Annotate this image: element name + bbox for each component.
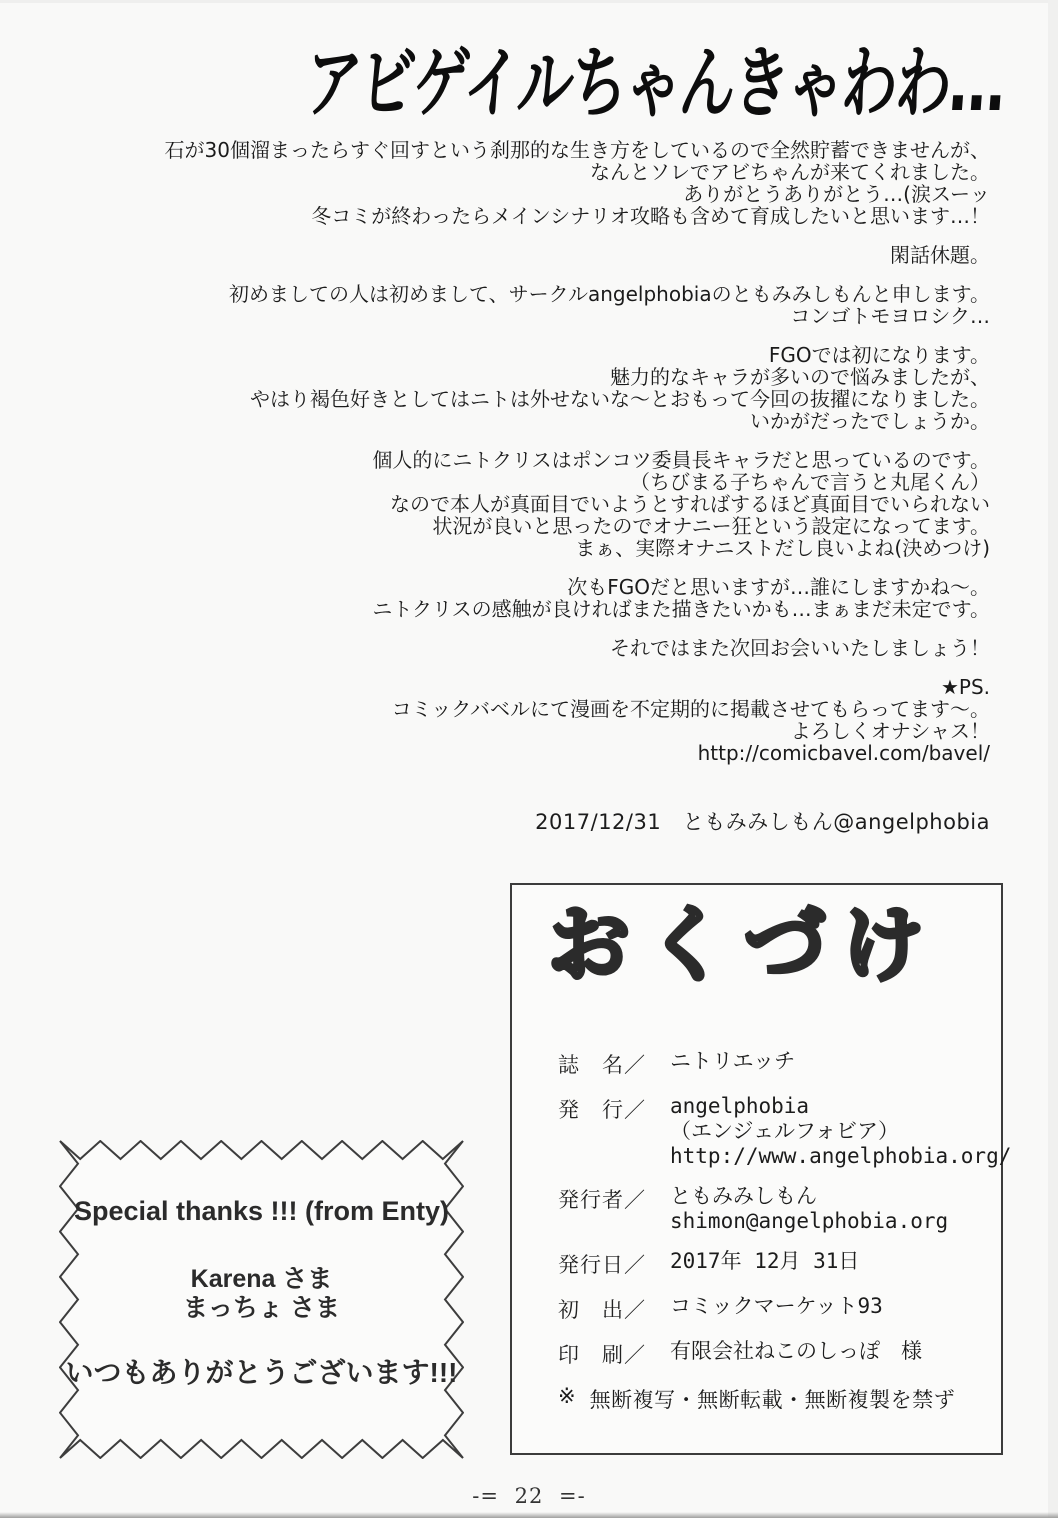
- colophon-row-value: 2017年 12月 31日: [670, 1249, 860, 1274]
- page-top-edge: [0, 0, 1058, 3]
- colophon-row-label: 印 刷／: [558, 1343, 646, 1368]
- afterword-line: まぁ、実際オナニストだし良いよね(決めつけ): [575, 536, 990, 560]
- colophon-row-value: shimon@angelphobia.org: [670, 1209, 949, 1234]
- colophon-title: おくづけ: [548, 898, 941, 993]
- afterword-line: 閑話休題。: [890, 243, 990, 267]
- supporter-names: [59, 1265, 464, 1323]
- afterword-line: http://comicbavel.com/bavel/: [697, 741, 990, 765]
- colophon-note-marker: ※: [558, 1384, 576, 1409]
- afterword-line: なんとソレでアビちゃんが来てくれました。: [590, 160, 990, 184]
- colophon-row-values: [670, 1049, 795, 1079]
- afterword-line: コンゴトモヨロシク…: [790, 304, 990, 328]
- colophon-row: [558, 1339, 1001, 1369]
- colophon-row-values: [670, 1249, 859, 1279]
- colophon-row-value: angelphobia: [670, 1094, 810, 1119]
- afterword-line: コミックバベルにて漫画を不定期的に掲載させてもらってます～。: [391, 697, 990, 721]
- afterword-line: ありがとうありがとう…(涙スーッ: [683, 182, 990, 206]
- afterword-line: それではまた次回お会いいたしましょう！: [610, 636, 990, 660]
- afterword-line: いかがだったでしょうか。: [750, 409, 990, 433]
- colophon-row-value: （エンジェルフォビア）: [670, 1119, 900, 1144]
- afterword-paragraph: [165, 676, 990, 764]
- colophon-note: [558, 1384, 1001, 1414]
- colophon-row-value: ニトリエッチ: [670, 1049, 796, 1074]
- afterword-paragraph: [165, 283, 990, 327]
- colophon-row-label: 発行者／: [558, 1188, 646, 1213]
- afterword-line: やはり褐色好きとしてはニトは外せないな～とおもって今回の抜擢になりました。: [250, 387, 990, 411]
- colophon-row: [558, 1049, 1001, 1079]
- afterword-line: 次もFGOだと思いますが…誰にしますかね～。: [567, 575, 990, 599]
- supporter-name: まっちょ さま: [183, 1294, 340, 1322]
- afterword-paragraph: [165, 139, 990, 227]
- supporter-name: Karena さま: [190, 1265, 333, 1293]
- afterword-paragraph: [165, 344, 990, 432]
- afterword-line: 石が30個溜まったらすぐ回すという刹那的な生き方をしているので全然貯蓄できませんが、: [164, 138, 990, 162]
- colophon-row: [558, 1094, 1012, 1169]
- page-number: -= 22 =-: [472, 1484, 586, 1508]
- afterword-line: 冬コミが終わったらメインシナリオ攻略も含めて育成したいと思います…！: [311, 204, 990, 228]
- afterword-line: ニトクリスの感触が良ければまた描きたいかも…まぁまだ未定です。: [372, 597, 990, 621]
- afterword-line: 状況が良いと思ったのでオナニー狂という設定になってます。: [432, 514, 990, 538]
- afterword-line: 個人的にニトクリスはポンコツ委員長キャラだと思っているのです。: [372, 448, 990, 472]
- page-bottom-edge: [0, 1512, 1058, 1518]
- colophon-row-value: ともみみしもん: [670, 1184, 817, 1209]
- colophon-row-label: 発 行／: [558, 1098, 646, 1123]
- colophon-row-label: 初 出／: [558, 1298, 646, 1323]
- colophon-row-value: 有限会社ねこのしっぽ 様: [670, 1339, 922, 1364]
- colophon-row-values: [670, 1294, 883, 1324]
- special-thanks-heading: Special thanks !!! (from Enty): [73, 1196, 450, 1226]
- colophon-row: [558, 1184, 1001, 1234]
- special-thanks-footer: いつもありがとうございます!!!: [65, 1357, 458, 1388]
- afterword-text: [165, 139, 990, 781]
- colophon-box: [510, 883, 1012, 1455]
- afterword-line: 魅力的なキャラが多いので悩みましたが、: [610, 365, 990, 389]
- colophon-note-text: 無断複写・無断転載・無断複製を禁ず: [589, 1388, 956, 1413]
- colophon-row-label: 誌 名／: [558, 1053, 646, 1078]
- afterword-paragraph: [165, 244, 990, 266]
- special-thanks-content: [59, 1140, 464, 1459]
- colophon-rows: [558, 1049, 1012, 1369]
- page-right-edge: [1048, 0, 1058, 1518]
- signature-date-line: 2017/12/31 ともみみしもん@angelphobia: [535, 810, 990, 834]
- colophon-row-label: 発行日／: [558, 1253, 646, 1278]
- colophon-row-values: [670, 1339, 922, 1369]
- afterword-paragraph: [165, 576, 990, 620]
- afterword-line: FGOでは初になります。: [768, 343, 990, 367]
- colophon-row-values: [670, 1094, 1011, 1169]
- colophon-row-value: http://www.angelphobia.org/: [670, 1144, 1012, 1169]
- afterword-line: よろしくオナシャス！: [790, 719, 990, 743]
- afterword-line: ★PS.: [940, 675, 990, 699]
- page-title: アビゲイルちゃんきゃわわ…: [302, 39, 1008, 129]
- special-thanks-box: [59, 1140, 464, 1459]
- colophon-row: [558, 1294, 1001, 1324]
- afterword-paragraph: [165, 637, 990, 659]
- afterword-paragraph: [165, 449, 990, 559]
- afterword-line: なので本人が真面目でいようとすればするほど真面目でいられない: [390, 492, 990, 516]
- afterword-line: 初めましての人は初めまして、サークルangelphobiaのともみみしもんと申します。: [228, 282, 990, 306]
- afterword-line: （ちびまる子ちゃんで言うと丸尾くん）: [630, 470, 990, 494]
- colophon-row: [558, 1249, 1001, 1279]
- colophon-row-values: [670, 1184, 948, 1234]
- colophon-row-value: コミックマーケット93: [670, 1294, 883, 1319]
